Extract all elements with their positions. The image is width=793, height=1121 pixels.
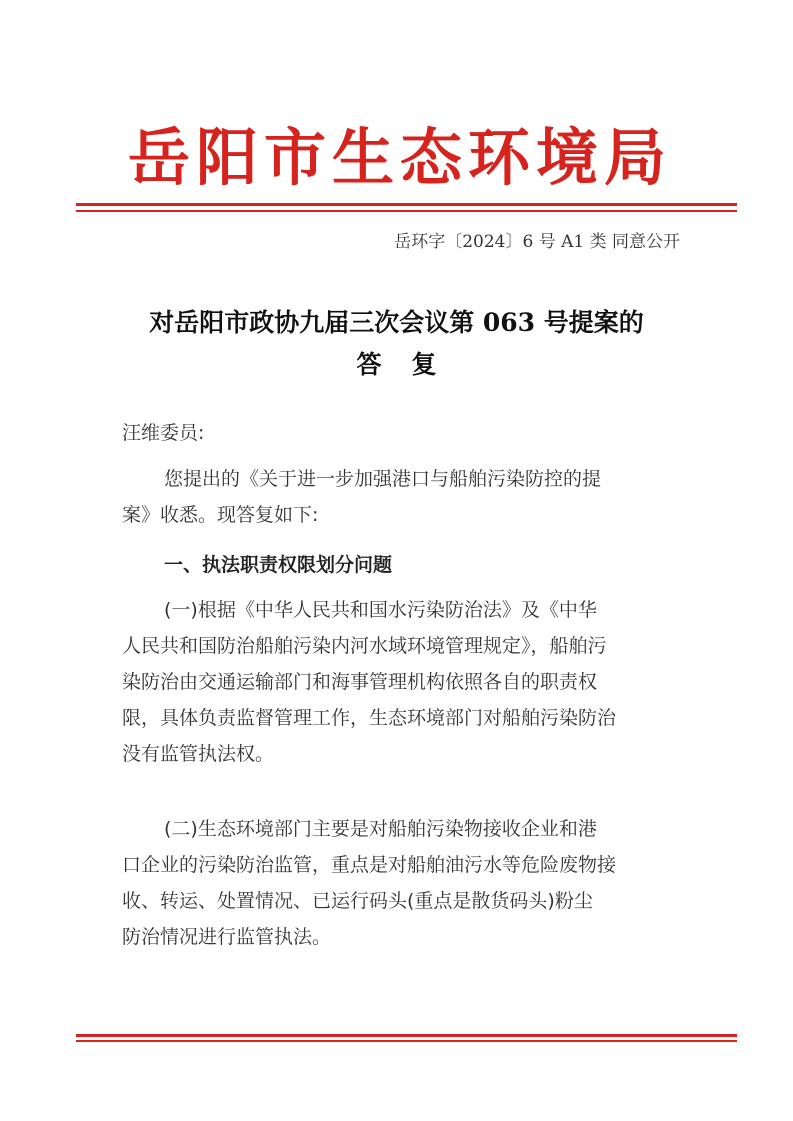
paragraph-line: (二)生态环境部门主要是对船舶污染物接收企业和港 — [164, 818, 597, 840]
paragraph-1 — [122, 592, 692, 772]
document-number: 岳环字〔2024〕6 号 A1 类 同意公开 — [394, 232, 680, 252]
paragraph-line: 案》收悉。现答复如下: — [122, 504, 319, 526]
intro-paragraph — [122, 461, 692, 533]
paragraph-2 — [122, 811, 692, 955]
paragraph-line: (一)根据《中华人民共和国水污染防治法》及《中华 — [164, 599, 597, 621]
paragraph-line: 没有监管执法权。 — [122, 743, 275, 765]
paragraph-line: 限，具体负责监督管理工作，生态环境部门对船舶污染防治 — [122, 707, 617, 729]
paragraph-line: 您提出的《关于进一步加强港口与船舶污染防控的提 — [164, 468, 602, 490]
paragraph-line: 防治情况进行监管执法。 — [122, 926, 332, 948]
footer-rule-thin — [76, 1040, 737, 1042]
paragraph-line: 染防治由交通运输部门和海事管理机构依照各自的职责权 — [122, 671, 598, 693]
header-rule-thin — [76, 210, 737, 212]
header-rule-thick — [76, 203, 737, 206]
paragraph-line: 口企业的污染防治监管，重点是对船舶油污水等危险废物接 — [122, 854, 617, 876]
paragraph-line: 人民共和国防治船舶污染内河水域环境管理规定》，船舶污 — [122, 635, 607, 657]
document-title-line-2: 答复 — [356, 350, 467, 379]
organization-header: 岳阳市生态环境局 — [127, 121, 672, 194]
section-heading: 一、执法职责权限划分问题 — [164, 554, 393, 576]
footer-rule-thick — [76, 1034, 737, 1037]
document-title-line-1: 对岳阳市政协九届三次会议第 063 号提案的 — [149, 308, 644, 337]
paragraph-line: 收、转运、处置情况、已运行码头(重点是散货码头)粉尘 — [122, 890, 593, 912]
salutation: 汪维委员: — [122, 422, 205, 444]
